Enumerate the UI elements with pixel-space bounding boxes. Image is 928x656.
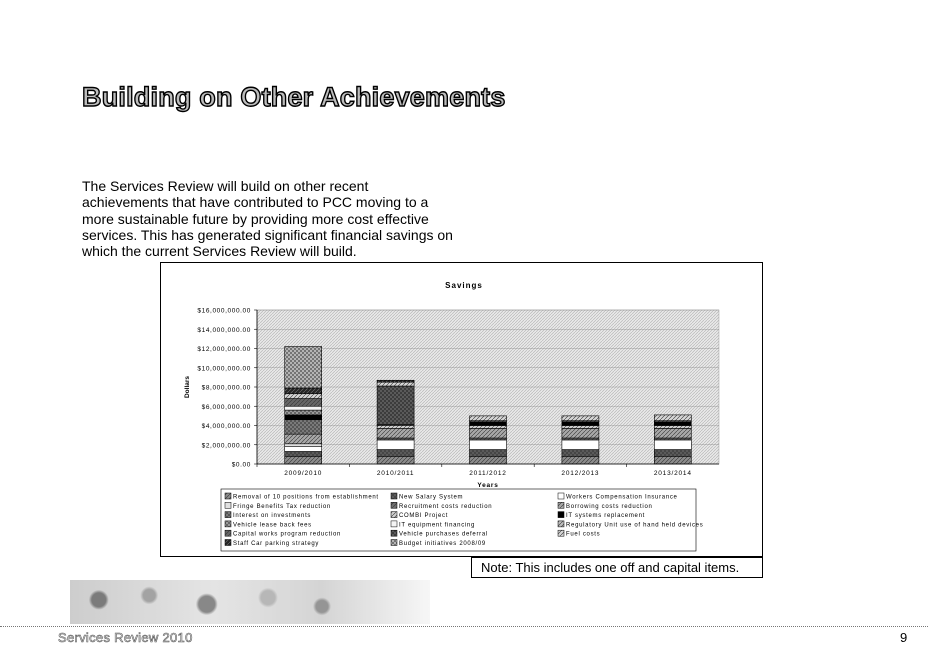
bar-segment — [654, 456, 691, 464]
y-tick-label: $8,000,000.00 — [201, 384, 251, 392]
legend-item-label: Recruitment costs reduction — [399, 503, 493, 510]
legend-item-label: Staff Car parking strategy — [233, 541, 320, 547]
bar-segment — [562, 426, 599, 429]
legend-item-label: Removal of 10 positions from establishment — [233, 494, 379, 501]
legend-swatch — [558, 530, 564, 536]
bar-segment — [377, 426, 414, 429]
bar-segment — [285, 394, 322, 399]
bar-segment — [654, 450, 691, 457]
note-box: Note: This includes one off and capital items. — [471, 557, 763, 578]
bar-segment — [285, 456, 322, 464]
y-tick-label: $2,000,000.00 — [201, 442, 251, 450]
chart-title: Savings — [445, 281, 483, 290]
bar-segment — [562, 422, 599, 426]
legend-swatch — [391, 502, 397, 508]
slide-title: Building on Other Achievements — [82, 82, 506, 112]
bar-segment — [562, 456, 599, 464]
legend-item-label: Fuel costs — [566, 531, 601, 538]
legend-item-label: Workers Compensation Insurance — [566, 494, 678, 501]
bar-segment — [285, 410, 322, 415]
bar-segment — [285, 434, 322, 444]
x-tick-label: 2010/2011 — [376, 470, 415, 477]
bar-segment — [285, 451, 322, 456]
legend-item-label: Budget initiatives 2008/09 — [399, 541, 486, 547]
legend-swatch — [225, 521, 231, 527]
bar-segment — [470, 456, 507, 464]
legend-item-label: Interest on investments — [233, 513, 312, 520]
legend-swatch — [391, 493, 397, 499]
legend-item-label: Fringe Benefits Tax reduction — [233, 503, 331, 510]
footer-photo-strip — [70, 580, 430, 624]
x-axis-label: Years — [477, 482, 499, 489]
bar-segment — [377, 386, 414, 425]
y-axis-ticks — [197, 308, 257, 469]
y-axis-label: Dollars — [184, 375, 191, 399]
legend-item-label: Borrowing costs reduction — [566, 503, 653, 510]
footer-divider — [0, 626, 928, 627]
bar-segment — [285, 406, 322, 410]
bar-segment — [377, 382, 414, 386]
bar-segment — [285, 347, 322, 388]
bar-segment — [377, 440, 414, 450]
bar-segment — [562, 416, 599, 421]
legend-item-label: IT systems replacement — [566, 513, 645, 520]
legend-swatch — [558, 493, 564, 499]
page-number: 9 — [900, 630, 908, 645]
y-tick-label: $0.00 — [231, 461, 251, 469]
footer-label: Services Review 2010 — [58, 630, 193, 645]
bar-segment — [470, 416, 507, 421]
bar-segment — [654, 422, 691, 426]
bar-segment — [562, 428, 599, 438]
bar-segment — [654, 428, 691, 438]
x-tick-label: 2011/2012 — [469, 470, 507, 477]
bar-segment — [377, 380, 414, 382]
y-tick-label: $6,000,000.00 — [201, 403, 251, 411]
bar-segment — [470, 450, 507, 457]
legend-swatch — [225, 540, 231, 546]
legend-item-label: Regulatory Unit use of hand held devices — [566, 522, 704, 529]
bar-segment — [654, 415, 691, 421]
legend-swatch — [225, 502, 231, 508]
x-axis-ticks — [257, 464, 692, 477]
y-tick-label: $14,000,000.00 — [197, 326, 251, 334]
bar-segment — [377, 428, 414, 438]
legend-item-label: Capital works program reduction — [233, 531, 342, 538]
legend-swatch — [225, 512, 231, 518]
legend-swatch — [391, 540, 397, 546]
bar-segment — [377, 450, 414, 457]
bar-segment — [654, 440, 691, 450]
legend-item-label: COMBI Project — [399, 513, 449, 520]
legend-swatch — [391, 521, 397, 527]
bar-segment — [285, 388, 322, 394]
bar-segment — [562, 440, 599, 450]
bar-segment — [470, 440, 507, 450]
legend-swatch — [225, 493, 231, 499]
bar-segment — [285, 415, 322, 420]
legend-item-label: New Salary System — [399, 494, 464, 501]
y-tick-label: $10,000,000.00 — [197, 365, 251, 373]
bar-segment — [285, 447, 322, 452]
bar-segment — [470, 428, 507, 438]
y-tick-label: $4,000,000.00 — [201, 423, 251, 430]
x-tick-label: 2013/2014 — [653, 470, 692, 477]
x-tick-label: 2009/2010 — [284, 470, 323, 477]
legend-swatch — [558, 521, 564, 527]
bar-segment — [470, 422, 507, 426]
legend-item-label: Vehicle purchases deferral — [399, 531, 488, 538]
y-tick-label: $12,000,000.00 — [197, 346, 251, 353]
bar-segment — [285, 420, 322, 434]
legend-swatch — [558, 512, 564, 518]
x-tick-label: 2012/2013 — [561, 470, 600, 477]
bar-segment — [654, 426, 691, 429]
legend-swatch — [391, 530, 397, 536]
bar-segment — [562, 450, 599, 457]
legend-swatch — [391, 512, 397, 518]
savings-chart — [160, 262, 763, 557]
bar-segment — [470, 426, 507, 429]
y-tick-label: $16,000,000.00 — [197, 307, 251, 315]
legend-item-label: Vehicle lease back fees — [233, 522, 312, 529]
legend-item-label: IT equipment financing — [399, 522, 475, 529]
savings-chart-svg — [161, 263, 764, 558]
intro-paragraph: The Services Review will build on other recent achievements that have contributed to PCC moving to a more sustainable future by providing more cost effective services. This has generated significant financial savings on which the current Services Review will build. — [82, 178, 453, 260]
bar-segment — [377, 456, 414, 464]
bar-segment — [285, 444, 322, 447]
legend-swatch — [558, 502, 564, 508]
bar-segment — [285, 399, 322, 407]
legend-swatch — [225, 530, 231, 536]
